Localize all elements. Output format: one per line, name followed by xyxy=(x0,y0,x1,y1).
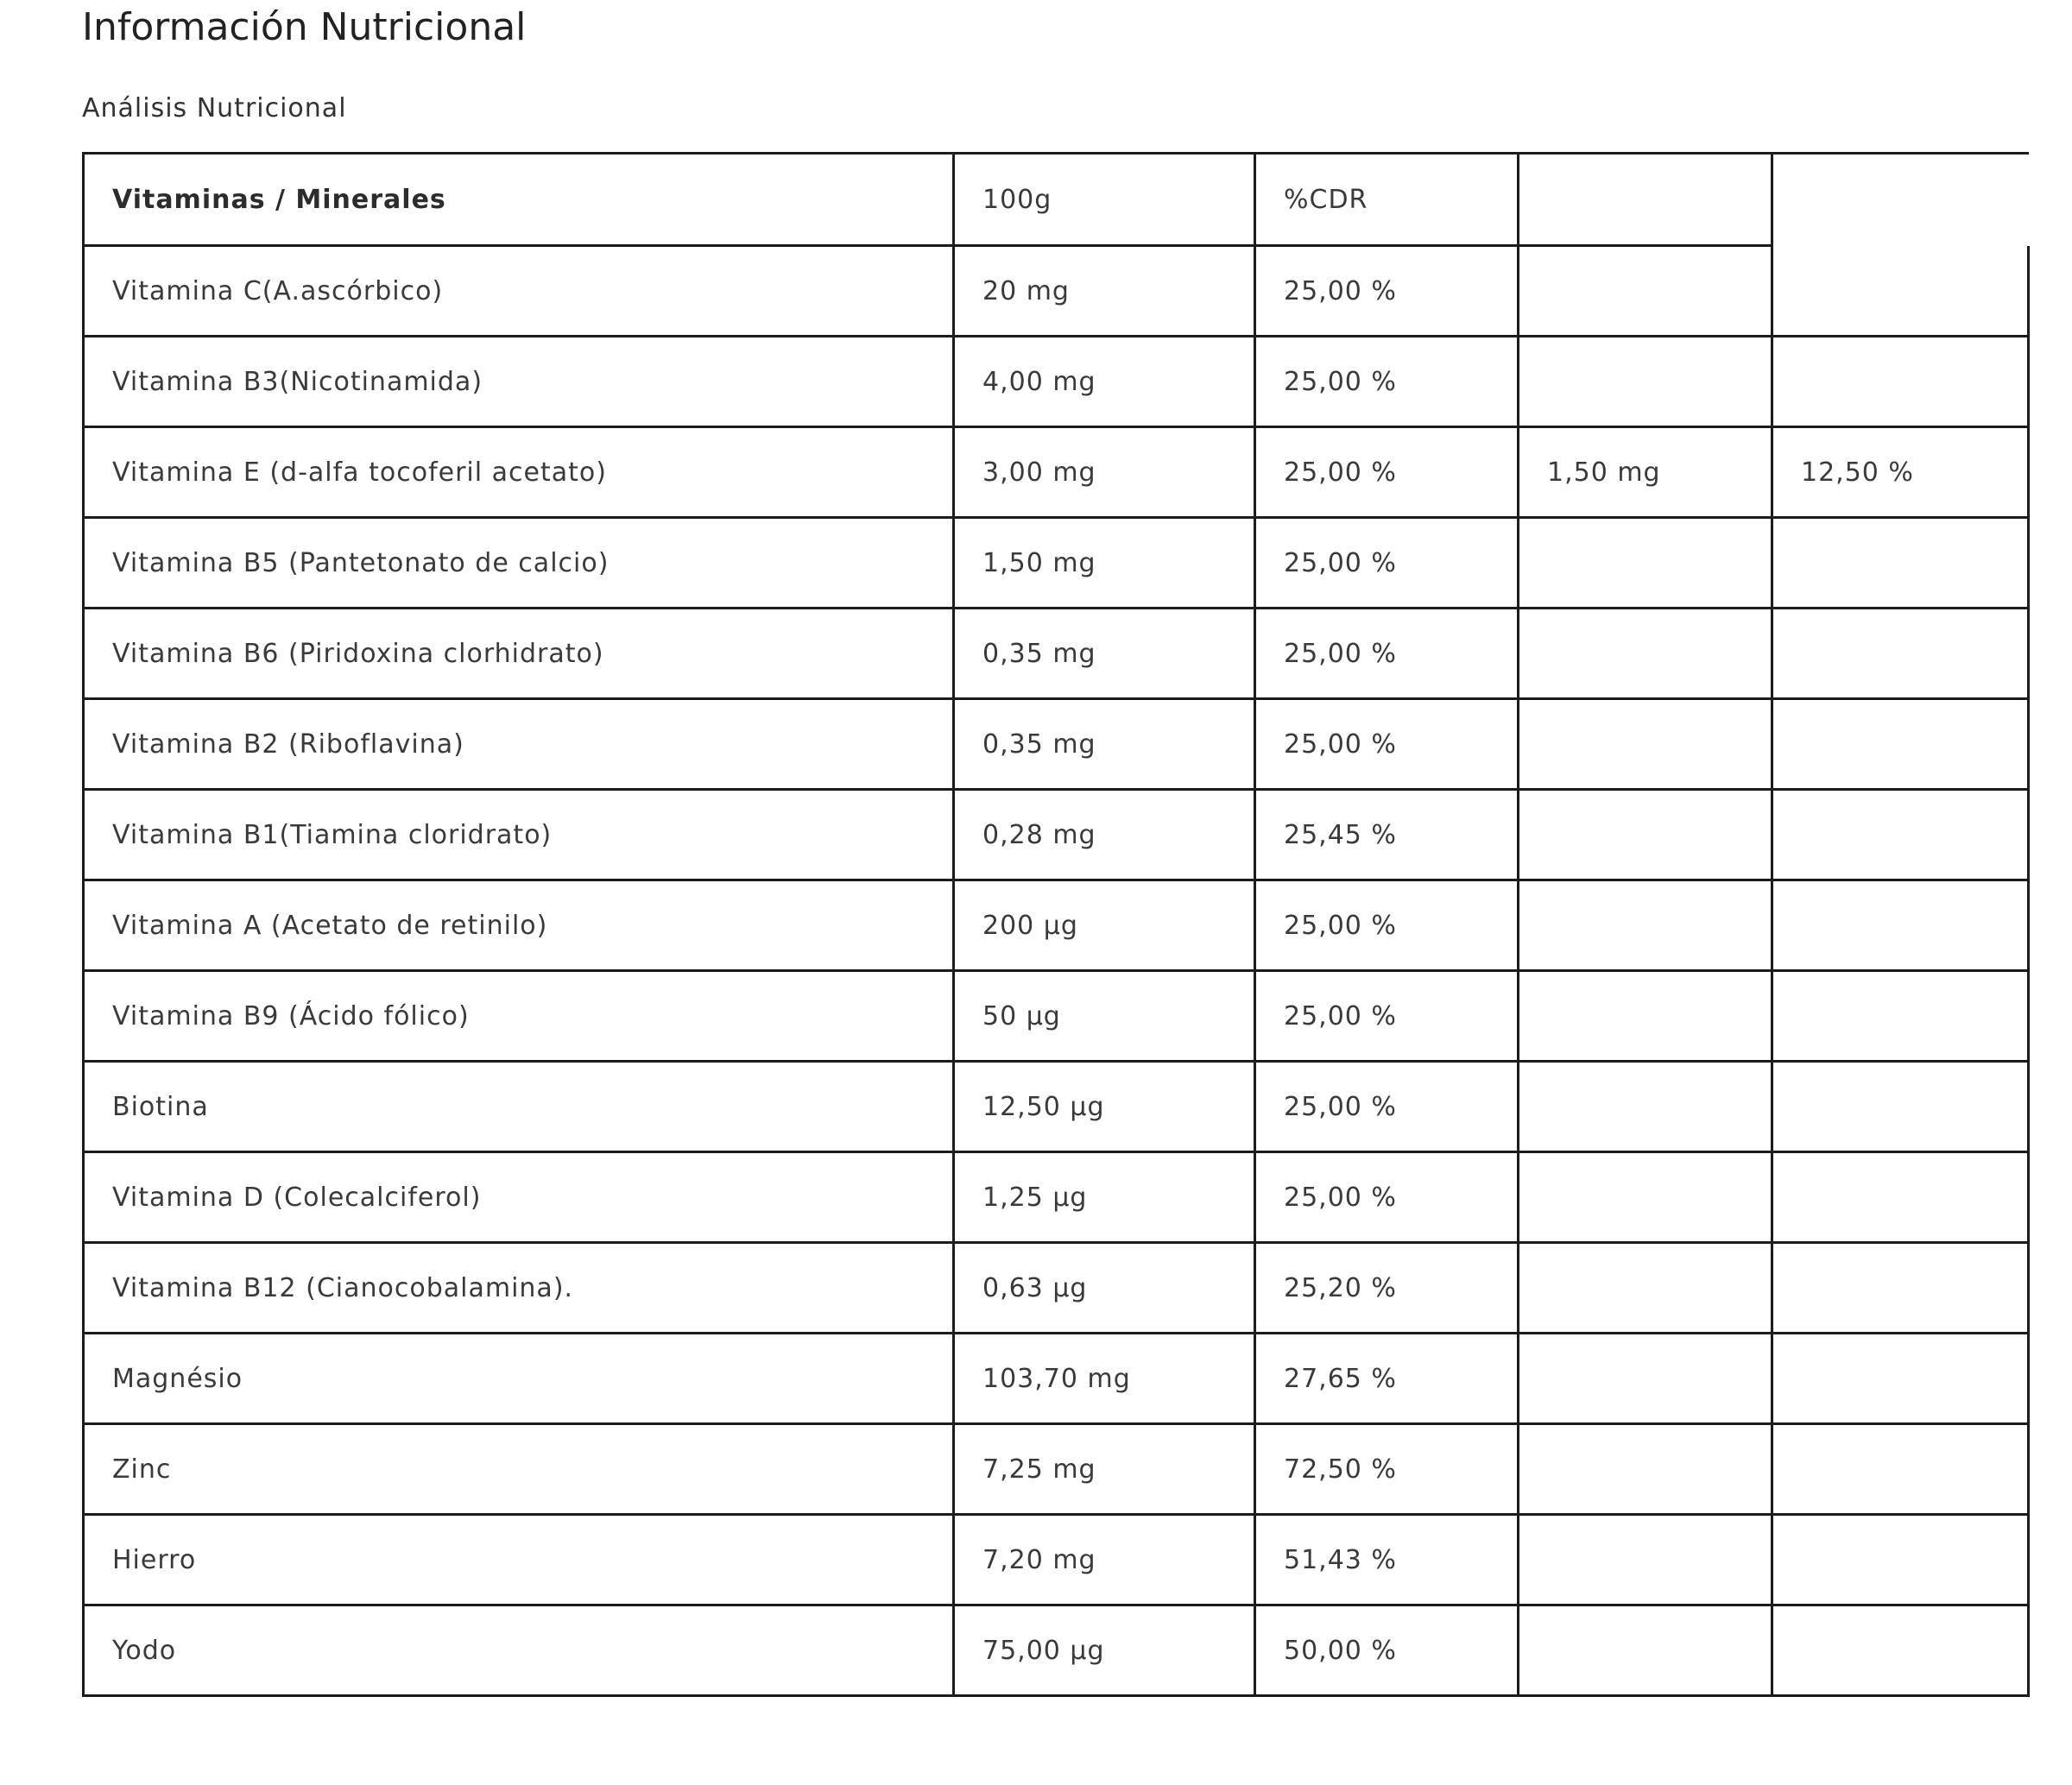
extra-cdr-cell xyxy=(1772,1243,2029,1334)
table-row xyxy=(84,427,2029,518)
cdr-cell: 25,00 % xyxy=(1255,1152,1519,1243)
table-row xyxy=(84,337,2029,427)
extra-cdr-cell xyxy=(1772,609,2029,699)
cdr-cell: 25,00 % xyxy=(1255,699,1519,790)
cdr-cell: 25,00 % xyxy=(1255,1062,1519,1152)
extra-amount-cell xyxy=(1519,1424,1772,1515)
cdr-cell: 25,00 % xyxy=(1255,880,1519,971)
amount-cell: 20 mg xyxy=(954,246,1255,337)
nutrition-table xyxy=(82,152,2030,1697)
page-subtitle: Análisis Nutricional xyxy=(82,93,347,123)
cdr-cell: 25,00 % xyxy=(1255,609,1519,699)
table-row xyxy=(84,1515,2029,1605)
nutrient-name-cell: Vitamina D (Colecalciferol) xyxy=(84,1152,954,1243)
nutrient-name-cell: Vitamina B9 (Ácido fólico) xyxy=(84,971,954,1062)
extra-amount-cell xyxy=(1519,971,1772,1062)
table-row xyxy=(84,609,2029,699)
nutrient-name-cell: Vitamina C(A.ascórbico) xyxy=(84,246,954,337)
amount-cell: 0,63 µg xyxy=(954,1243,1255,1334)
cdr-cell: 27,65 % xyxy=(1255,1334,1519,1424)
cdr-cell: 25,45 % xyxy=(1255,790,1519,880)
nutrient-name-cell: Vitamina B6 (Piridoxina clorhidrato) xyxy=(84,609,954,699)
extra-amount-cell xyxy=(1519,518,1772,609)
extra-cdr-cell xyxy=(1772,880,2029,971)
cdr-cell: 25,00 % xyxy=(1255,427,1519,518)
table-row xyxy=(84,790,2029,880)
amount-cell: 200 µg xyxy=(954,880,1255,971)
extra-cdr-cell xyxy=(1772,790,2029,880)
table-row xyxy=(84,880,2029,971)
extra-cdr-cell xyxy=(1772,518,2029,609)
amount-cell: 0,35 mg xyxy=(954,609,1255,699)
header-cell-extra-2 xyxy=(1772,154,2029,246)
table-row xyxy=(84,518,2029,609)
extra-cdr-cell xyxy=(1772,246,2029,337)
extra-cdr-cell xyxy=(1772,337,2029,427)
nutrient-name-cell: Vitamina E (d-alfa tocoferil acetato) xyxy=(84,427,954,518)
header-cell-cdr: %CDR xyxy=(1255,154,1519,246)
extra-cdr-cell: 12,50 % xyxy=(1772,427,2029,518)
extra-amount-cell xyxy=(1519,246,1772,337)
extra-amount-cell xyxy=(1519,609,1772,699)
extra-cdr-cell xyxy=(1772,1152,2029,1243)
extra-amount-cell xyxy=(1519,1062,1772,1152)
amount-cell: 75,00 µg xyxy=(954,1605,1255,1696)
table-row xyxy=(84,699,2029,790)
extra-cdr-cell xyxy=(1772,699,2029,790)
nutrient-name-cell: Zinc xyxy=(84,1424,954,1515)
amount-cell: 1,25 µg xyxy=(954,1152,1255,1243)
table-row xyxy=(84,971,2029,1062)
amount-cell: 0,35 mg xyxy=(954,699,1255,790)
nutrient-name-cell: Yodo xyxy=(84,1605,954,1696)
amount-cell: 50 µg xyxy=(954,971,1255,1062)
extra-cdr-cell xyxy=(1772,1605,2029,1696)
table-row xyxy=(84,1605,2029,1696)
header-cell-nutrient: Vitaminas / Minerales xyxy=(84,154,954,246)
extra-amount-cell xyxy=(1519,699,1772,790)
extra-amount-cell xyxy=(1519,1152,1772,1243)
table-row xyxy=(84,1334,2029,1424)
cdr-cell: 25,00 % xyxy=(1255,246,1519,337)
extra-cdr-cell xyxy=(1772,1424,2029,1515)
page-title: Información Nutricional xyxy=(82,5,527,49)
cdr-cell: 51,43 % xyxy=(1255,1515,1519,1605)
nutrient-name-cell: Vitamina B3(Nicotinamida) xyxy=(84,337,954,427)
cdr-cell: 25,20 % xyxy=(1255,1243,1519,1334)
amount-cell: 103,70 mg xyxy=(954,1334,1255,1424)
extra-cdr-cell xyxy=(1772,1334,2029,1424)
amount-cell: 4,00 mg xyxy=(954,337,1255,427)
header-cell-per-100g: 100g xyxy=(954,154,1255,246)
table-row xyxy=(84,1152,2029,1243)
cdr-cell: 72,50 % xyxy=(1255,1424,1519,1515)
amount-cell: 1,50 mg xyxy=(954,518,1255,609)
extra-cdr-cell xyxy=(1772,971,2029,1062)
nutrient-name-cell: Hierro xyxy=(84,1515,954,1605)
nutrient-name-cell: Vitamina B5 (Pantetonato de calcio) xyxy=(84,518,954,609)
nutrient-name-cell: Magnésio xyxy=(84,1334,954,1424)
amount-cell: 7,20 mg xyxy=(954,1515,1255,1605)
table-row xyxy=(84,246,2029,337)
extra-cdr-cell xyxy=(1772,1515,2029,1605)
table-row xyxy=(84,1062,2029,1152)
amount-cell: 12,50 µg xyxy=(954,1062,1255,1152)
nutrient-name-cell: Biotina xyxy=(84,1062,954,1152)
table-header-row xyxy=(84,154,2029,246)
nutrient-name-cell: Vitamina B2 (Riboflavina) xyxy=(84,699,954,790)
extra-amount-cell xyxy=(1519,337,1772,427)
cdr-cell: 25,00 % xyxy=(1255,337,1519,427)
cdr-cell: 25,00 % xyxy=(1255,518,1519,609)
cdr-cell: 25,00 % xyxy=(1255,971,1519,1062)
table-row xyxy=(84,1243,2029,1334)
extra-amount-cell: 1,50 mg xyxy=(1519,427,1772,518)
extra-amount-cell xyxy=(1519,880,1772,971)
extra-amount-cell xyxy=(1519,1515,1772,1605)
amount-cell: 0,28 mg xyxy=(954,790,1255,880)
nutrient-name-cell: Vitamina A (Acetato de retinilo) xyxy=(84,880,954,971)
extra-cdr-cell xyxy=(1772,1062,2029,1152)
cdr-cell: 50,00 % xyxy=(1255,1605,1519,1696)
extra-amount-cell xyxy=(1519,1243,1772,1334)
table-row xyxy=(84,1424,2029,1515)
extra-amount-cell xyxy=(1519,1334,1772,1424)
extra-amount-cell xyxy=(1519,1605,1772,1696)
amount-cell: 7,25 mg xyxy=(954,1424,1255,1515)
header-cell-extra-1 xyxy=(1519,154,1772,246)
extra-amount-cell xyxy=(1519,790,1772,880)
amount-cell: 3,00 mg xyxy=(954,427,1255,518)
nutrient-name-cell: Vitamina B1(Tiamina cloridrato) xyxy=(84,790,954,880)
nutrient-name-cell: Vitamina B12 (Cianocobalamina). xyxy=(84,1243,954,1334)
